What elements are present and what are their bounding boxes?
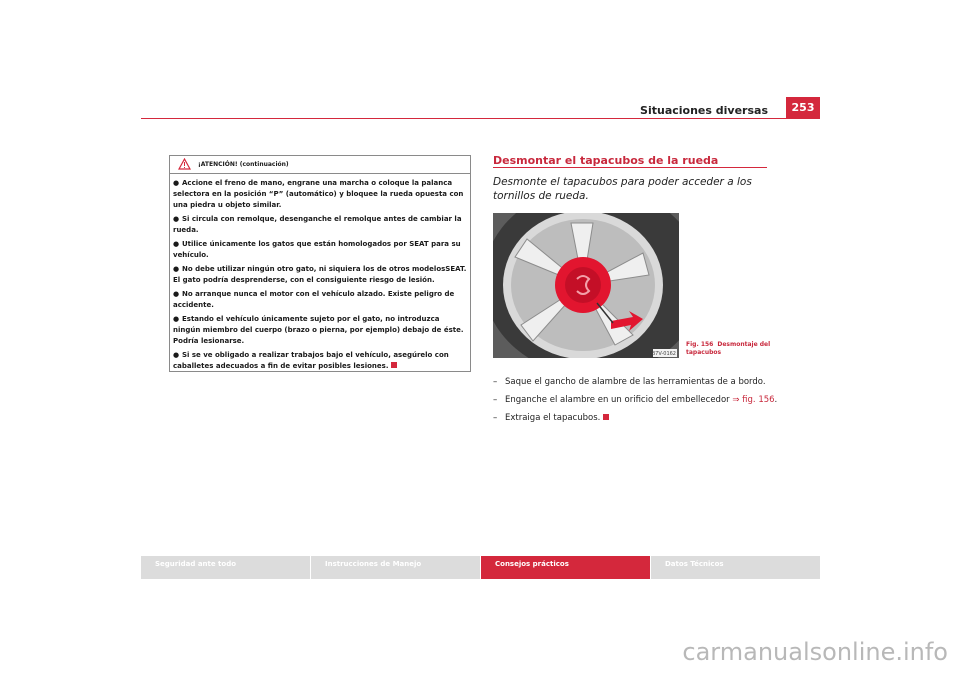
wheel-illustration — [493, 213, 679, 358]
warning-item: ● Si circula con remolque, desenganche el remolque antes de cambiar la rueda. — [173, 215, 462, 234]
section-end-icon — [603, 414, 609, 420]
step-list — [493, 376, 793, 430]
bullet-icon: ● — [173, 215, 180, 223]
header-rule — [141, 118, 820, 119]
section-title: Desmontar el tapacubos de la rueda — [493, 154, 719, 167]
warning-item: ● Utilice únicamente los gatos que están homologados por SEAT para su vehículo. — [173, 240, 461, 259]
figure-label: Fig. 156 — [686, 341, 714, 348]
warning-item: ● No debe utilizar ningún otro gato, ni siquiera los de otros modelosSEAT. El gato podría desprenderse, con el consiguiente riesgo de lesión. — [173, 265, 467, 284]
tab-seguridad[interactable]: Seguridad ante todo — [141, 556, 310, 579]
figure-caption — [686, 341, 776, 357]
page-number: 253 — [786, 97, 820, 118]
bullet-icon: ● — [173, 351, 180, 359]
warning-title: ¡ATENCIÓN! (continuación) — [198, 161, 289, 168]
warning-header — [170, 156, 470, 174]
running-header-title: Situaciones diversas — [640, 104, 768, 117]
tab-datos[interactable]: Datos Técnicos — [651, 556, 820, 579]
step-item: – Saque el gancho de alambre de las herramientas de a bordo. — [493, 377, 766, 387]
bullet-icon: ● — [173, 265, 180, 273]
warning-list — [170, 174, 470, 372]
section-intro: Desmonte el tapacubos para poder acceder a los tornillos de rueda. — [493, 176, 752, 202]
figure-code: B7V-0162 — [651, 351, 676, 357]
bullet-icon: ● — [173, 290, 180, 298]
warning-item: ● No arranque nunca el motor con el vehículo alzado. Existe peligro de accidente. — [173, 290, 455, 309]
tab-consejos[interactable]: Consejos prácticos — [481, 556, 650, 579]
hubcap-removal-figure — [493, 213, 679, 358]
tab-instrucciones[interactable]: Instrucciones de Manejo — [311, 556, 480, 579]
figure-caption-text: Desmontaje del tapacubos — [686, 341, 771, 356]
bullet-icon: ● — [173, 315, 180, 323]
bullet-icon: ● — [173, 179, 180, 187]
section-rule — [493, 167, 767, 168]
section-end-icon — [391, 362, 397, 368]
watermark: carmanualsonline.info — [682, 638, 948, 666]
figure-reference-link[interactable]: ⇒ fig. 156 — [732, 395, 775, 405]
step-item: – Extraiga el tapacubos. — [493, 412, 793, 424]
step-item: – Enganche el alambre en un orificio del embellecedor ⇒ fig. 156. — [493, 395, 778, 405]
warning-triangle-icon — [178, 158, 191, 170]
warning-item: ● Accione el freno de mano, engrane una marcha o coloque la palanca selectora en la posición “P” (automático) y bloquee la rueda opuesta con una piedra u objeto similar. — [173, 179, 464, 209]
footer-nav — [141, 556, 820, 579]
warning-box — [169, 155, 471, 372]
warning-item: ● Si se ve obligado a realizar trabajos bajo el vehículo, asegúrelo con caballetes adecuados a fin de evitar posibles lesiones. — [173, 351, 449, 370]
bullet-icon: ● — [173, 240, 180, 248]
warning-item: ● Estando el vehículo únicamente sujeto por el gato, no introduzca ningún miembro del cuerpo (brazo o pierna, por ejemplo) debajo de éste. Podría lesionarse. — [173, 315, 464, 345]
